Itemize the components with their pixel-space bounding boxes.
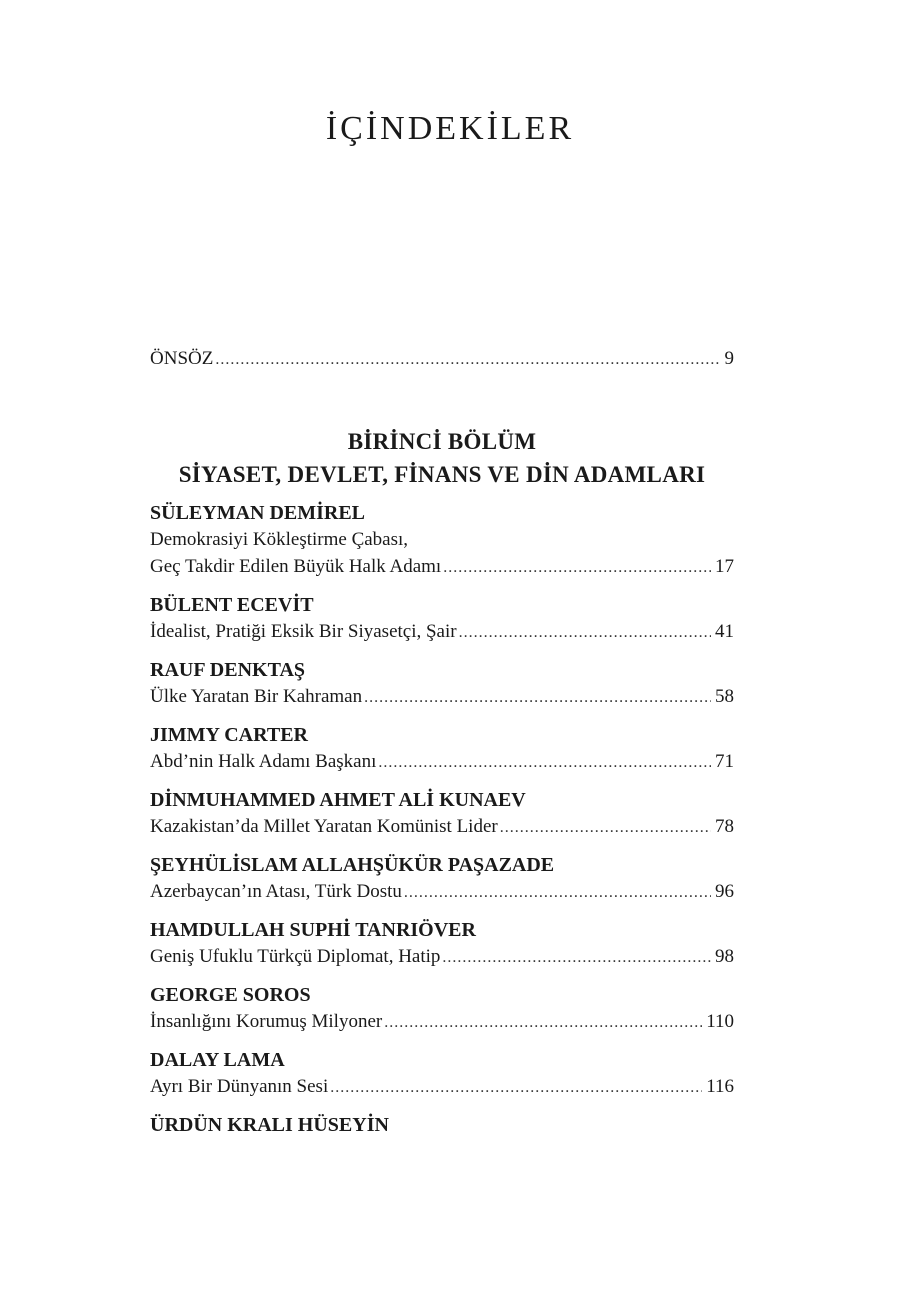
toc-entry-line [150,813,734,841]
toc-entry-subtitle: Ayrı Bir Dünyanın Sesi [150,1076,329,1097]
toc-entry-line [150,943,734,971]
toc-entry-subtitle: Azerbaycan’ın Atası, Türk Dostu [150,881,402,902]
part-number: BİRİNCİ BÖLÜM [347,429,537,454]
toc-entry [150,982,734,1036]
toc-entry-subtitle: Ülke Yaratan Bir Kahraman [150,686,363,707]
toc-entry-name: HAMDULLAH SUPHİ TANRIÖVER [150,919,476,941]
toc-entry-page: 96 [715,881,734,902]
toc-entry-page: 58 [715,686,734,707]
dot-leader [500,814,711,841]
toc-entry-page: 71 [715,751,734,772]
toc-entry-page: 116 [706,1076,734,1097]
toc-entry-name: DALAY LAMA [150,1049,285,1071]
toc-entry-subtitle: İdealist, Pratiği Eksik Bir Siyasetçi, Şair [150,621,457,642]
dot-leader [364,684,711,711]
dot-leader [378,749,711,776]
toc-entry [150,917,734,971]
toc-entry-page: 110 [706,1011,734,1032]
toc-entry-subtitle: Kazakistan’da Millet Yaratan Komünist Lider [150,816,498,837]
toc-entry-line [150,618,734,646]
toc-entry [150,1112,734,1138]
part-title: SİYASET, DEVLET, FİNANS VE DİN ADAMLARI [178,462,706,487]
dot-leader [459,619,711,646]
toc-entry-page: 41 [715,621,734,642]
toc-entry [150,722,734,776]
toc-entry-name: BÜLENT ECEVİT [150,594,314,616]
dot-leader [384,1009,702,1036]
dot-leader [443,554,711,581]
toc-entry [150,592,734,646]
toc-entry-subtitle: Abd’nin Halk Adamı Başkanı [150,751,377,772]
toc-entry-page: 17 [715,556,734,577]
toc-entry-line [150,1008,734,1036]
toc-entry-name: RAUF DENKTAŞ [150,659,306,681]
toc-entry [150,1047,734,1101]
toc-entry [150,787,734,841]
toc-entry [150,657,734,711]
dot-leader [330,1074,702,1101]
toc-entry [150,852,734,906]
toc-entry-subtitle: Geç Takdir Edilen Büyük Halk Adamı [150,556,442,577]
toc-entry-line [150,1073,734,1101]
dot-leader [404,879,711,906]
toc-entry-name: ŞEYHÜLİSLAM ALLAHŞÜKÜR PAŞAZADE [150,854,555,876]
toc-entry-name: DİNMUHAMMED AHMET ALİ KUNAEV [150,789,526,811]
toc-entry-line [150,683,734,711]
toc-entry-line [150,553,734,581]
toc-entry-subtitle: İnsanlığını Korumuş Milyoner [150,1011,383,1032]
dot-leader [442,944,711,971]
toc-entry-subtitle: Geniş Ufuklu Türkçü Diplomat, Hatip [150,946,441,967]
toc-entry-name: SÜLEYMAN DEMİREL [150,502,366,524]
toc-entry-subtitle: Demokrasiyi Kökleştirme Çabası, [150,529,409,550]
toc-preface-label: ÖNSÖZ [150,348,214,369]
toc-entries [150,500,734,1149]
toc-entry-name: ÜRDÜN KRALI HÜSEYİN [150,1114,389,1136]
toc-entry [150,500,734,581]
toc-preface-page: 9 [724,348,734,369]
dot-leader [215,346,720,373]
part-heading [150,425,734,491]
toc-preface [150,345,734,373]
toc-entry-name: JIMMY CARTER [150,724,308,746]
toc-entry-name: GEORGE SOROS [150,984,311,1006]
toc-entry-line [150,878,734,906]
toc-entry-page: 98 [715,946,734,967]
page-title: İÇİNDEKİLER [325,110,575,147]
toc-entry-line [150,748,734,776]
toc-entry-page: 78 [715,816,734,837]
